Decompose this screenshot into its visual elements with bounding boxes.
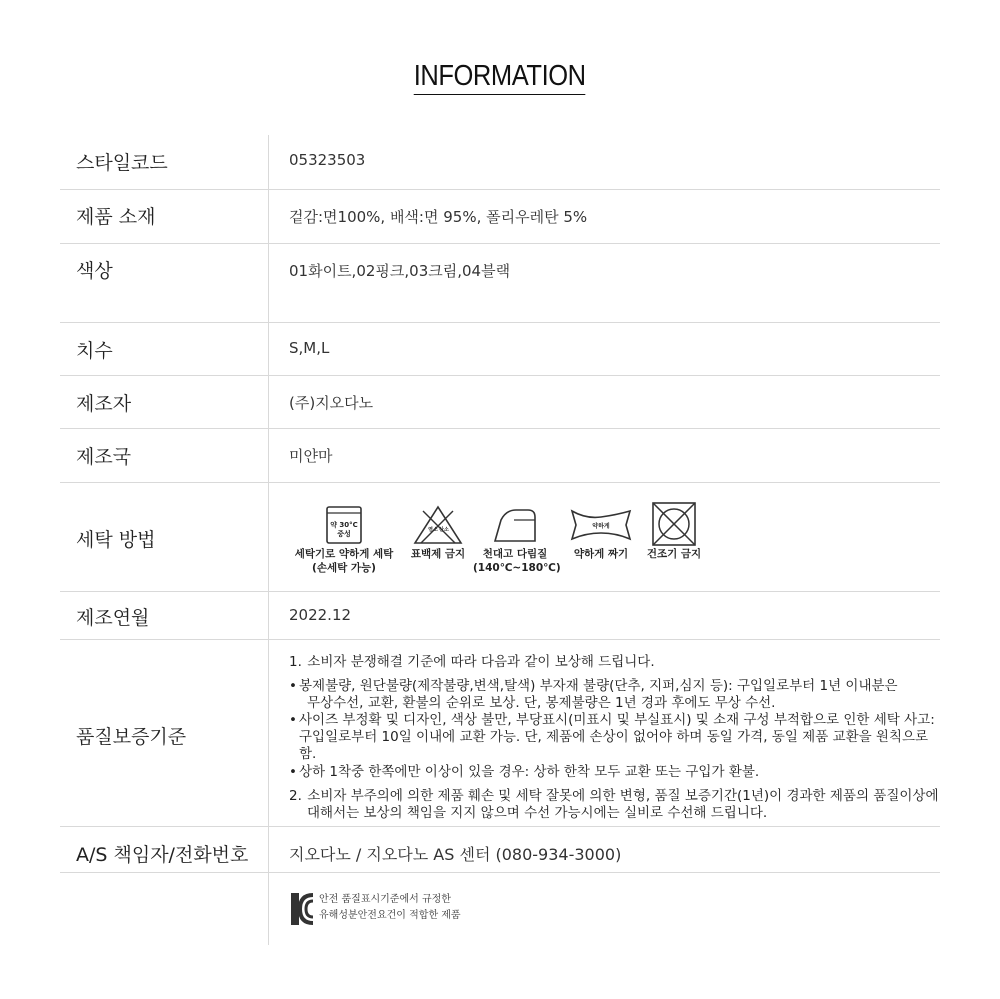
date-label: 제조연월 bbox=[76, 607, 150, 629]
quality-bullet-2b: 구입일로부터 10일 이내에 교환 가능. 단, 제품에 손상이 없어야 하며 동일 가격, 동일 제품 교환을 원칙으로 함. bbox=[299, 729, 929, 762]
kc-mark bbox=[289, 891, 461, 931]
care-iron bbox=[473, 505, 561, 575]
info-table bbox=[60, 135, 940, 945]
color-value: 01화이트,02핑크,03크림,04블랙 bbox=[289, 262, 511, 280]
svg-text:산소: 산소 bbox=[439, 527, 449, 533]
row-quality bbox=[60, 640, 940, 827]
color-label: 색상 bbox=[76, 260, 113, 282]
maker-value: (주)지오다노 bbox=[289, 394, 374, 412]
size-value: S,M,L bbox=[289, 339, 330, 357]
row-maker bbox=[60, 376, 940, 429]
no-bleach-icon bbox=[413, 505, 463, 545]
style-code-label: 스타일코드 bbox=[76, 152, 168, 174]
no-tumble-dry-icon bbox=[651, 501, 697, 547]
row-as bbox=[60, 827, 940, 873]
care-hand-wash bbox=[282, 505, 406, 575]
svg-text:중성: 중성 bbox=[337, 530, 351, 538]
svg-text:약 30°C: 약 30°C bbox=[330, 521, 358, 529]
kc-certification-icon bbox=[289, 891, 315, 927]
care-wring bbox=[561, 505, 641, 561]
row-material bbox=[60, 190, 940, 244]
country-label: 제조국 bbox=[76, 446, 132, 468]
care-caption-2: 표백제 금지 bbox=[410, 548, 466, 560]
material-value: 겉감:면100%, 배색:면 95%, 폴리우레탄 5% bbox=[289, 208, 588, 226]
quality-bullet-1b: 무상수선, 교환, 환불의 순위로 보상. 단, 봉제불량은 1년 경과 후에도 무상 수선. bbox=[307, 695, 776, 711]
quality-bullet-2a: • 사이즈 부정확 및 디자인, 색상 불만, 부당표시(미표시 및 부실표시) 및 소재 구성 부적합으로 인한 세탁 사고: bbox=[289, 712, 935, 728]
page-title: INFORMATION bbox=[0, 60, 1000, 95]
row-date bbox=[60, 592, 940, 640]
care-caption-4: 약하게 짜기 bbox=[573, 548, 629, 560]
country-value: 미얀마 bbox=[289, 447, 333, 465]
as-value: 지오다노 / 지오다노 AS 센터 (080-934-3000) bbox=[289, 845, 622, 864]
care-no-tumble-dry bbox=[637, 501, 711, 561]
row-size bbox=[60, 323, 940, 376]
kc-text bbox=[319, 892, 461, 924]
svg-text:약하게: 약하게 bbox=[592, 523, 610, 530]
row-kc bbox=[60, 873, 940, 945]
care-caption-5: 건조기 금지 bbox=[646, 548, 702, 560]
washing-label: 세탁 방법 bbox=[76, 529, 156, 551]
as-label: A/S 책임자/전화번호 bbox=[76, 844, 249, 866]
care-caption-1: 세탁기로 약하게 세탁 bbox=[294, 548, 394, 560]
material-label: 제품 소재 bbox=[76, 206, 156, 228]
row-washing bbox=[60, 483, 940, 592]
iron-icon bbox=[492, 505, 538, 545]
quality-text bbox=[289, 654, 939, 822]
quality-bullet-1a: • 봉제불량, 원단불량(제작불량,변색,탈색) 부자재 불량(단추, 지퍼,심지 등): 구입일로부터 1년 이내분은 bbox=[289, 678, 898, 694]
row-country bbox=[60, 429, 940, 483]
quality-line-2a: 2. 소비자 부주의에 의한 제품 훼손 및 세탁 잘못에 의한 변형, 품질 보증기간(1년)이 경과한 제품의 품질이상에 bbox=[289, 788, 939, 804]
quality-label: 품질보증기준 bbox=[76, 726, 187, 748]
kc-text-line-2: 유해성분안전요건이 적합한 제품 bbox=[319, 910, 461, 921]
hand-wash-icon bbox=[325, 505, 363, 545]
style-code-value: 05323503 bbox=[289, 151, 366, 169]
care-caption-3: 천대고 다림질 bbox=[482, 548, 548, 560]
care-caption-1b: (손세탁 가능) bbox=[312, 562, 376, 574]
maker-label: 제조자 bbox=[76, 393, 132, 415]
care-caption-3b: (140℃~180℃) bbox=[473, 562, 561, 574]
quality-line-1: 1. 소비자 분쟁해결 기준에 따라 다음과 같이 보상해 드립니다. bbox=[289, 654, 655, 670]
kc-text-line-1: 안전 품질표시기준에서 규정한 bbox=[319, 894, 451, 905]
row-style-code bbox=[60, 135, 940, 190]
row-color bbox=[60, 244, 940, 323]
quality-line-2b: 대해서는 보상의 책임을 지지 않으며 수선 가능시에는 실비로 수선해 드립니다. bbox=[307, 805, 768, 821]
quality-bullet-3: • 상하 1착중 한쪽에만 이상이 있을 경우: 상하 한착 모두 교환 또는 구입가 환불. bbox=[289, 764, 760, 780]
wring-icon bbox=[570, 505, 632, 545]
care-no-bleach bbox=[402, 505, 474, 561]
date-value: 2022.12 bbox=[289, 606, 352, 624]
size-label: 치수 bbox=[76, 340, 113, 362]
svg-text:염소: 염소 bbox=[428, 527, 438, 533]
